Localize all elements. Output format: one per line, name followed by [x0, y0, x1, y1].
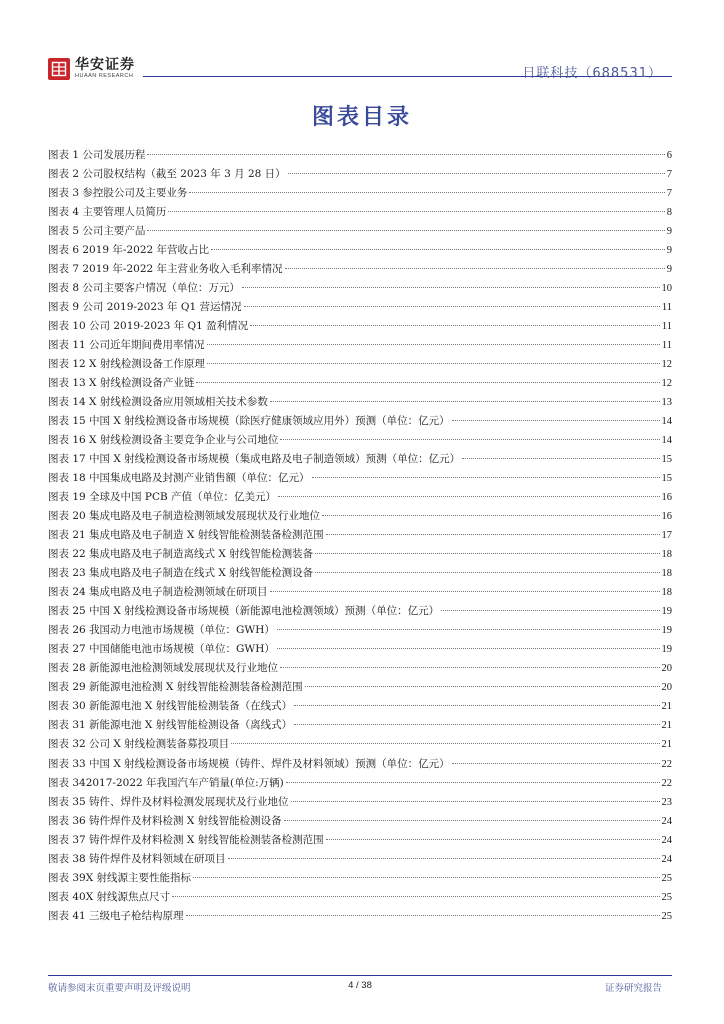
toc-entry-label: 图表 41 三级电子枪结构原理 — [48, 909, 184, 922]
toc-entry[interactable] — [48, 793, 672, 812]
toc-entry-label: 图表 11 公司近年期间费用率情况 — [48, 339, 205, 352]
toc-leader-dots — [186, 915, 660, 916]
logo-name-en: HUAAN RESEARCH — [75, 73, 134, 79]
toc-entry-page: 14 — [661, 435, 672, 447]
toc-entry-page: 15 — [661, 454, 672, 466]
toc-entry[interactable] — [48, 279, 672, 298]
toc-leader-dots — [270, 591, 660, 592]
toc-entry[interactable] — [48, 488, 672, 507]
toc-entry[interactable] — [48, 431, 672, 450]
company-name: 日联科技（688531） — [522, 66, 662, 81]
toc-leader-dots — [207, 344, 660, 345]
toc-entry-page: 19 — [661, 606, 672, 618]
toc-entry-page: 7 — [666, 169, 672, 181]
toc-leader-dots — [172, 896, 659, 897]
toc-entry-page: 18 — [661, 568, 672, 580]
toc-leader-dots — [196, 382, 659, 383]
toc-entry-label: 图表 5 公司主要产品 — [48, 225, 146, 238]
toc-entry[interactable] — [48, 850, 672, 869]
toc-entry-label: 图表 39X 射线源主要性能指标 — [48, 871, 192, 884]
toc-entry-label: 图表 16 X 射线检测设备主要竞争企业与公司地位 — [48, 434, 279, 447]
toc-entry[interactable] — [48, 184, 672, 203]
toc-entry-page: 12 — [661, 378, 672, 390]
toc-entry-label: 图表 33 中国 X 射线检测设备市场规模（铸件、焊件及材料领域）预测（单位：亿元） — [48, 757, 450, 770]
toc-leader-dots — [452, 420, 660, 421]
toc-entry-label: 图表 3 参控股公司及主要业务 — [48, 187, 188, 200]
toc-leader-dots — [462, 458, 659, 459]
toc-entry-label: 图表 19 全球及中国 PCB 产值（单位：亿美元） — [48, 491, 277, 504]
toc-entry-page: 14 — [661, 416, 672, 428]
toc-entry-label: 图表 30 新能源电池 X 射线智能检测装备（在线式） — [48, 700, 293, 713]
toc-entry-label: 图表 1 公司发展历程 — [48, 149, 146, 161]
toc-leader-dots — [452, 763, 660, 764]
toc-entry[interactable] — [48, 697, 672, 716]
page-title: 图表目录 — [311, 105, 412, 130]
toc-entry-label: 图表 31 新能源电池 X 射线智能检测设备（离线式） — [48, 719, 293, 732]
toc-leader-dots — [189, 192, 664, 193]
report-type: 证券研究报告 — [604, 983, 662, 994]
toc-entry[interactable] — [48, 241, 672, 260]
toc-entry-page: 22 — [661, 777, 672, 789]
disclaimer-note: 敬请参阅末页重要声明及评级说明 — [48, 983, 191, 994]
toc-entry-label: 图表 20 集成电路及电子制造检测领域发展现状及行业地位 — [48, 510, 321, 523]
toc-entry[interactable] — [48, 583, 672, 602]
toc-leader-dots — [288, 173, 665, 174]
toc-entry-page: 13 — [661, 397, 672, 409]
footer-divider — [48, 975, 672, 976]
toc-leader-dots — [211, 249, 665, 250]
toc-entry[interactable] — [48, 869, 672, 888]
toc-entry[interactable] — [48, 812, 672, 831]
toc-entry[interactable] — [48, 393, 672, 412]
toc-entry-page: 9 — [666, 226, 672, 238]
toc-entry-page: 24 — [661, 815, 672, 827]
toc-entry[interactable] — [48, 450, 672, 469]
toc-entry-page: 10 — [661, 283, 672, 295]
toc-entry[interactable] — [48, 602, 672, 621]
toc-entry-label: 图表 25 中国 X 射线检测设备市场规模（新能源电池检测领域）预测（单位：亿元） — [48, 605, 440, 618]
toc-entry-page: 18 — [661, 549, 672, 561]
toc-entry[interactable] — [48, 888, 672, 907]
toc-entry-label: 图表 29 新能源电池检测 X 射线智能检测装备检测范围 — [48, 681, 303, 694]
toc-leader-dots — [147, 154, 664, 155]
toc-leader-dots — [286, 782, 660, 783]
toc-leader-dots — [280, 667, 659, 668]
figure-table-of-contents — [48, 146, 672, 926]
toc-entry[interactable] — [48, 735, 672, 754]
toc-leader-dots — [277, 648, 660, 649]
toc-entry-label: 图表 18 中国集成电路及封测产业销售额（单位：亿元） — [48, 472, 310, 485]
toc-leader-dots — [168, 211, 664, 212]
toc-entry-page: 20 — [661, 663, 672, 675]
toc-entry-label: 图表 2 公司股权结构（截至 2023 年 3 月 28 日） — [48, 168, 286, 181]
toc-entry-label: 图表 23 集成电路及电子制造在线式 X 射线智能检测设备 — [48, 567, 314, 580]
toc-entry[interactable] — [48, 774, 672, 793]
toc-entry-label: 图表 12 X 射线检测设备工作原理 — [48, 358, 205, 371]
toc-entry-label: 图表 7 2019 年-2022 年主营业务收入毛利率情况 — [48, 263, 283, 276]
toc-entry-page: 24 — [661, 853, 672, 865]
toc-leader-dots — [326, 534, 660, 535]
toc-entry-label: 图表 342017-2022 年我国汽车产销量(单位:万辆) — [48, 776, 284, 789]
toc-entry[interactable] — [48, 564, 672, 583]
toc-leader-dots — [277, 629, 660, 630]
toc-leader-dots — [315, 572, 659, 573]
toc-entry-label: 图表 24 集成电路及电子制造检测领域在研项目 — [48, 586, 268, 599]
toc-entry-label: 图表 37 铸件焊件及材料检测 X 射线智能检测装备检测范围 — [48, 833, 324, 846]
toc-entry-page: 22 — [661, 758, 672, 770]
toc-leader-dots — [193, 877, 659, 878]
toc-leader-dots — [228, 858, 660, 859]
toc-entry-label: 图表 10 公司 2019-2023 年 Q1 盈利情况 — [48, 320, 249, 333]
toc-entry[interactable] — [48, 640, 672, 659]
toc-entry[interactable] — [48, 146, 672, 165]
toc-entry[interactable] — [48, 374, 672, 393]
toc-entry-label: 图表 38 铸件焊件及材料领域在研项目 — [48, 852, 226, 865]
toc-entry-page: 12 — [661, 359, 672, 371]
toc-entry-page: 9 — [666, 245, 672, 257]
toc-leader-dots — [244, 306, 660, 307]
toc-leader-dots — [291, 801, 660, 802]
toc-leader-dots — [326, 839, 660, 840]
toc-leader-dots — [294, 705, 659, 706]
toc-entry-page: 9 — [666, 264, 672, 276]
toc-leader-dots — [305, 686, 660, 687]
toc-entry-label: 图表 35 铸件、焊件及材料检测发展现状及行业地位 — [48, 795, 289, 808]
toc-entry[interactable] — [48, 355, 672, 374]
toc-leader-dots — [285, 268, 665, 269]
toc-leader-dots — [280, 439, 659, 440]
toc-entry-label: 图表 15 中国 X 射线检测设备市场规模（除医疗健康领域应用外）预测（单位：亿元） — [48, 415, 450, 428]
toc-entry-label: 图表 4 主要管理人员简历 — [48, 206, 167, 219]
toc-entry-label: 图表 17 中国 X 射线检测设备市场规模（集成电路及电子制造领域）预测（单位：亿元） — [48, 453, 461, 466]
toc-entry[interactable] — [48, 165, 672, 184]
toc-entry-page: 21 — [661, 701, 672, 713]
toc-leader-dots — [278, 496, 659, 497]
toc-entry-page: 21 — [661, 720, 672, 732]
toc-entry-page: 24 — [661, 834, 672, 846]
toc-leader-dots — [312, 477, 660, 478]
toc-entry-label: 图表 22 集成电路及电子制造离线式 X 射线智能检测装备 — [48, 548, 314, 561]
logo-name-cn: 华安证券 — [75, 57, 135, 73]
toc-entry-page: 20 — [661, 682, 672, 694]
toc-entry-label: 图表 28 新能源电池检测领域发展现状及行业地位 — [48, 662, 279, 675]
toc-entry-page: 19 — [661, 625, 672, 637]
huaan-logo — [48, 58, 135, 80]
toc-entry[interactable] — [48, 545, 672, 564]
toc-entry-page: 19 — [661, 644, 672, 656]
toc-entry[interactable] — [48, 260, 672, 279]
toc-entry[interactable] — [48, 526, 672, 545]
toc-entry-label: 图表 36 铸件焊件及材料检测 X 射线智能检测设备 — [48, 814, 282, 827]
toc-leader-dots — [147, 230, 664, 231]
toc-entry-label: 图表 9 公司 2019-2023 年 Q1 营运情况 — [48, 301, 242, 314]
page-header — [48, 58, 672, 86]
toc-leader-dots — [250, 325, 660, 326]
toc-leader-dots — [284, 820, 660, 821]
toc-entry[interactable] — [48, 678, 672, 697]
toc-entry-label: 图表 40X 射线源焦点尺寸 — [48, 890, 171, 903]
toc-leader-dots — [441, 610, 659, 611]
toc-leader-dots — [315, 553, 659, 554]
toc-entry[interactable] — [48, 716, 672, 735]
toc-entry[interactable] — [48, 222, 672, 241]
toc-entry[interactable] — [48, 469, 672, 488]
toc-entry-label: 图表 14 X 射线检测设备应用领域相关技术参数 — [48, 396, 268, 409]
toc-leader-dots — [242, 287, 660, 288]
toc-entry-page: 16 — [661, 492, 672, 504]
toc-entry-page: 15 — [661, 473, 672, 485]
toc-entry-label: 图表 26 我国动力电池市场规模（单位：GWH） — [48, 624, 275, 637]
toc-entry-page: 6 — [666, 150, 672, 161]
toc-entry-page: 11 — [661, 340, 672, 352]
toc-entry[interactable] — [48, 317, 672, 336]
toc-entry[interactable] — [48, 907, 672, 926]
toc-entry[interactable] — [48, 831, 672, 850]
toc-entry-page: 23 — [661, 796, 672, 808]
toc-entry[interactable] — [48, 203, 672, 222]
toc-entry[interactable] — [48, 621, 672, 640]
toc-entry[interactable] — [48, 412, 672, 431]
toc-leader-dots — [231, 743, 659, 744]
toc-entry-label: 图表 6 2019 年-2022 年营收占比 — [48, 244, 210, 257]
toc-leader-dots — [207, 363, 660, 364]
toc-entry[interactable] — [48, 298, 672, 317]
toc-entry-label: 图表 27 中国储能电池市场规模（单位：GWH） — [48, 643, 275, 656]
toc-leader-dots — [294, 724, 659, 725]
toc-entry-page: 11 — [661, 302, 672, 314]
toc-entry[interactable] — [48, 755, 672, 774]
toc-entry[interactable] — [48, 507, 672, 526]
toc-entry[interactable] — [48, 659, 672, 678]
toc-entry-label: 图表 8 公司主要客户情况（单位：万元） — [48, 282, 240, 295]
page-number: 4 / 38 — [348, 980, 372, 991]
toc-entry-page: 16 — [661, 511, 672, 523]
toc-entry-page: 7 — [666, 188, 672, 200]
toc-entry-page: 11 — [661, 321, 672, 333]
huaan-logo-icon — [48, 58, 70, 80]
toc-entry-label: 图表 32 公司 X 射线检测装备募投项目 — [48, 738, 230, 751]
toc-entry-page: 21 — [661, 739, 672, 751]
toc-entry-label: 图表 13 X 射线检测设备产业链 — [48, 377, 195, 390]
toc-entry-page: 18 — [661, 587, 672, 599]
toc-entry-page: 25 — [661, 910, 672, 922]
toc-entry-page: 25 — [661, 891, 672, 903]
toc-entry-page: 25 — [661, 872, 672, 884]
toc-entry-label: 图表 21 集成电路及电子制造 X 射线智能检测装备检测范围 — [48, 529, 324, 542]
toc-leader-dots — [322, 515, 659, 516]
page-footer — [48, 980, 672, 996]
toc-entry-page: 8 — [666, 207, 672, 219]
toc-leader-dots — [270, 401, 660, 402]
toc-entry-page: 17 — [661, 530, 672, 542]
toc-entry[interactable] — [48, 336, 672, 355]
